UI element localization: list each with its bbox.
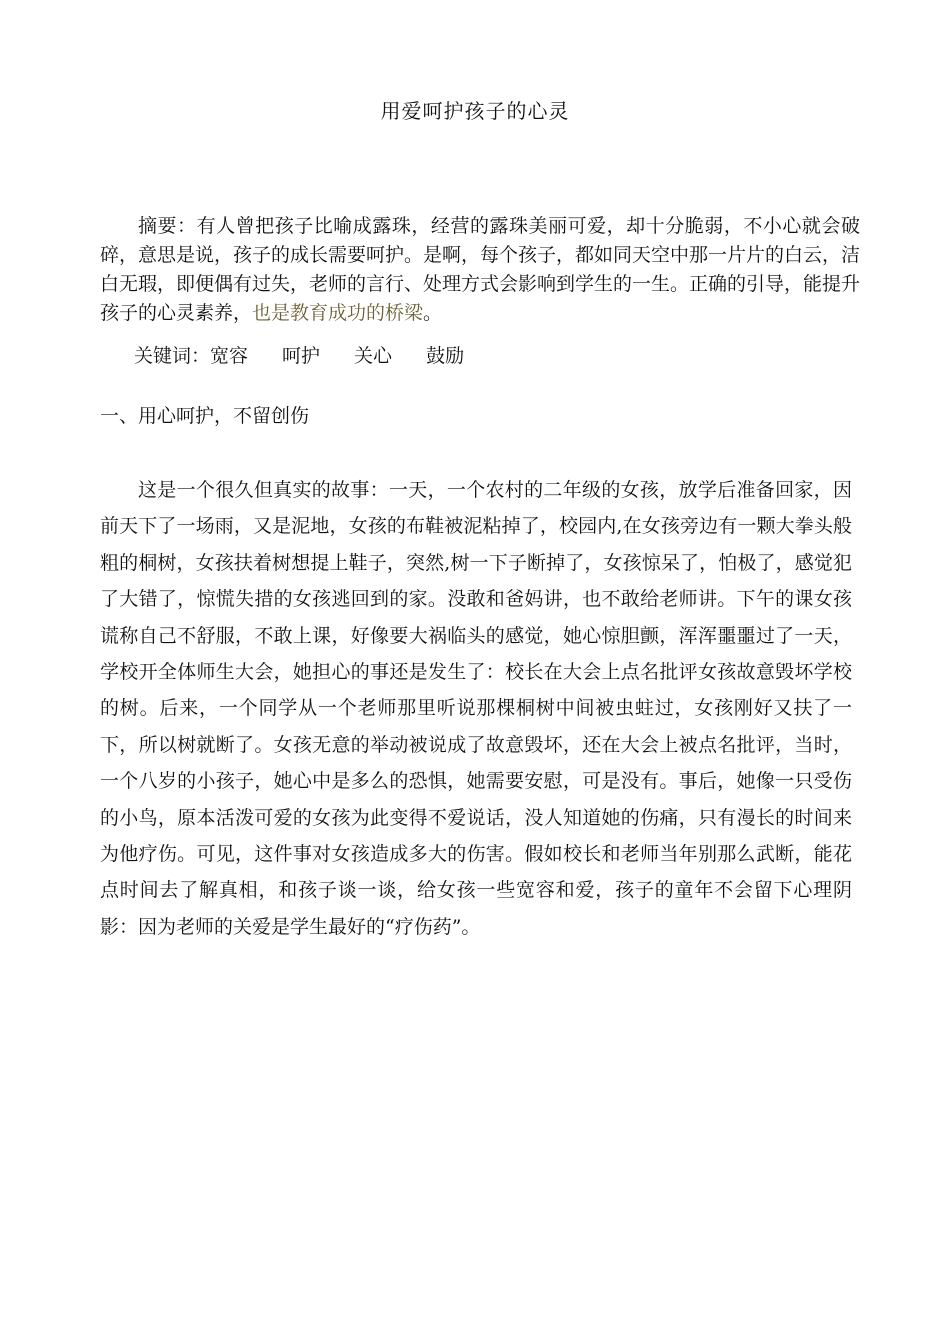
abstract-end: 。 xyxy=(423,302,443,324)
keywords-label: 关键词： xyxy=(134,345,211,367)
document-title: 用爱呵护孩子的心灵 xyxy=(380,99,570,123)
body-paragraph: 这是一个很久但真实的故事：一天，一个农村的二年级的女孩，放学后准备回家，因前天下了一场雨，又是泥地，女孩的布鞋被泥粘掉了，校园内,在女孩旁边有一颗大拳头般粗的桐树，女孩扶着树想提上鞋子，突然,树一下子断掉了，女孩惊呆了，怕极了，感觉犯了大错了，惊慌失措的女孩逃回到的家。没敢和爸妈讲，也不敢给老师讲。下午的课女孩谎称自己不舒服，不敢上课，好像要大祸临头的感觉，她心惊胆颤，浑浑噩噩过了一天，学校开全体师生大会，她担心的事还是发生了：校长在大会上点名批评女孩故意毁坏学校的树。后来，一个同学从一个老师那里听说那棵桐树中间被虫蛀过，女孩刚好又扶了一下，所以树就断了。女孩无意的举动被说成了故意毁坏，还在大会上被点名批评，当时，一个八岁的小孩子，她心中是多么的恐惧，她需要安慰，可是没有。事后，她像一只受伤的小鸟，原本活泼可爱的女孩为此变得不爱说话，没人知道她的伤痛，只有漫长的时间来为他疗伤。可见，这件事对女孩造成多大的伤害。假如校长和老师当年别那么武断，能花点时间去了解真相，和孩子谈一谈，给女孩一些宽容和爱，孩子的童年不会留下心理阴影：因为老师的关爱是学生最好的“疗伤药”。 xyxy=(100,479,852,938)
abstract-paragraph xyxy=(100,212,860,328)
keyword: 关心 xyxy=(354,345,393,367)
section-heading: 一、用心呵护，不留创伤 xyxy=(100,405,310,427)
keyword: 鼓励 xyxy=(426,345,465,367)
abstract-text: 摘要：有人曾把孩子比喻成露珠，经营的露珠美丽可爱，却十分脆弱，不小心就会破碎，意思是说，孩子的成长需要呵护。是啊，每个孩子，都如同天空中那一片片的白云，洁白无瑕，即便偶有过失，老师的言行、处理方式会影响到学生的一生。正确的引导，能提升孩子的心灵素养， xyxy=(100,215,861,324)
keyword: 宽容 xyxy=(210,345,249,367)
abstract-highlight: 也是教育成功的桥梁 xyxy=(252,302,424,324)
keyword: 呵护 xyxy=(282,345,321,367)
keywords-line xyxy=(134,338,854,374)
